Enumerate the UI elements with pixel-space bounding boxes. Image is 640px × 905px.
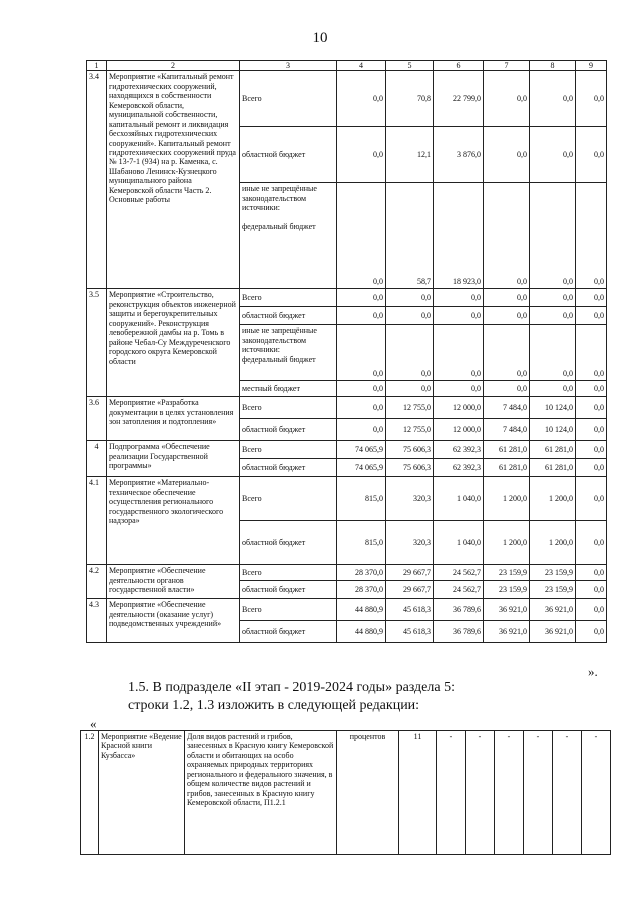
amount-cell: 0,0 — [386, 381, 434, 397]
activity-name: Мероприятие «Строительство, реконструкция объектов инженерной защиты и берегоукрепительных сооружений». Реконструкция левобережной дамбы на р. Томь в районе Чебал-Су Междуреченского городского округа Кемеровской области — [107, 289, 240, 397]
paragraph-line-1: 1.5. В подразделе «II этап - 2019-2024 годы» раздела 5: — [128, 680, 455, 695]
activity-name: Мероприятие «Обеспечение деятельности (оказание услуг) подведомственных учреждений» — [107, 599, 240, 643]
funding-source: областной бюджет — [240, 521, 337, 565]
amount-cell: 0,0 — [576, 565, 607, 581]
amount-cell: 0,0 — [576, 621, 607, 643]
amount-cell: 0,0 — [576, 183, 607, 289]
indicator-dash: - — [437, 731, 466, 855]
amount-cell: 75 606,3 — [386, 441, 434, 459]
amount-cell: 0,0 — [386, 307, 434, 325]
amount-cell: 24 562,7 — [434, 581, 484, 599]
amount-cell: 0,0 — [530, 127, 576, 183]
amount-cell: 29 667,7 — [386, 581, 434, 599]
amount-cell: 10 124,0 — [530, 419, 576, 441]
amount-cell: 0,0 — [530, 381, 576, 397]
amount-cell: 58,7 — [386, 183, 434, 289]
amount-cell: 61 281,0 — [484, 441, 530, 459]
table-row — [87, 71, 607, 127]
indicator-dash: - — [524, 731, 553, 855]
funding-source: иные не запрещённые законодательством источники: федеральный бюджет — [240, 183, 337, 289]
activity-name: Мероприятие «Капитальный ремонт гидротехнических сооружений, находящихся в собственности Кемеровской области, муниципальной собственности, капитальный ремонт и ликвидация бесхозяйных гидротехнических сооружений». Капитальный ремонт гидротехнических сооружений пруда № 13-7-1 (934) на р. Каменка, с. Шабаново Ленинск-Кузнецкого муниципального района Кемеровской области Часть 2. Основные работы — [107, 71, 240, 289]
amount-cell: 0,0 — [337, 419, 386, 441]
table-row — [87, 599, 607, 621]
funding-source: иные не запрещённые законодательством источники: федеральный бюджет — [240, 325, 337, 381]
amount-cell: 0,0 — [337, 289, 386, 307]
funding-source: местный бюджет — [240, 381, 337, 397]
amount-cell: 0,0 — [576, 397, 607, 419]
amount-cell: 10 124,0 — [530, 397, 576, 419]
funding-source: Всего — [240, 71, 337, 127]
activity-name: Мероприятие «Разработка документации в целях установления зон затопления и подтопления» — [107, 397, 240, 441]
funding-source: Всего — [240, 477, 337, 521]
amount-cell: 320,3 — [386, 477, 434, 521]
activity-name: Мероприятие «Материально-техническое обеспечение осуществления регионального государственного экологического надзора» — [107, 477, 240, 565]
amount-cell: 1 040,0 — [434, 477, 484, 521]
amount-cell: 0,0 — [576, 307, 607, 325]
amount-cell: 7 484,0 — [484, 419, 530, 441]
funding-source: областной бюджет — [240, 307, 337, 325]
amount-cell: 1 200,0 — [484, 477, 530, 521]
indicator-dash: - — [553, 731, 582, 855]
amount-cell: 61 281,0 — [530, 459, 576, 477]
amount-cell: 0,0 — [530, 289, 576, 307]
amount-cell: 320,3 — [386, 521, 434, 565]
amount-cell: 0,0 — [434, 289, 484, 307]
amount-cell: 22 799,0 — [434, 71, 484, 127]
amount-cell: 0,0 — [530, 71, 576, 127]
opening-quote: « — [90, 716, 97, 731]
amount-cell: 0,0 — [337, 325, 386, 381]
amount-cell: 1 200,0 — [530, 477, 576, 521]
amount-cell: 18 923,0 — [434, 183, 484, 289]
indicator-description: Доля видов растений и грибов, занесенных в Красную книгу Кемеровской области и обитающих на особо охраняемых природных территориях регионального и федерального значения, в общем количестве видов растений и грибов, занесенных в Красную книгу Кемеровской области, П1.2.1 — [185, 731, 337, 855]
funding-source: Всего — [240, 565, 337, 581]
table-row — [87, 397, 607, 419]
amount-cell: 61 281,0 — [484, 459, 530, 477]
amount-cell: 74 065,9 — [337, 441, 386, 459]
row-number: 3.5 — [87, 289, 107, 397]
amount-cell: 28 370,0 — [337, 565, 386, 581]
indicator-dash: - — [495, 731, 524, 855]
amount-cell: 44 880,9 — [337, 599, 386, 621]
amount-cell: 75 606,3 — [386, 459, 434, 477]
column-header: 6 — [434, 61, 484, 71]
amount-cell: 0,0 — [576, 477, 607, 521]
column-header: 9 — [576, 61, 607, 71]
amount-cell: 0,0 — [484, 381, 530, 397]
funding-source: областной бюджет — [240, 127, 337, 183]
amount-cell: 36 921,0 — [484, 599, 530, 621]
amount-cell: 74 065,9 — [337, 459, 386, 477]
amount-cell: 0,0 — [434, 381, 484, 397]
table-row — [87, 477, 607, 521]
amount-cell: 1 200,0 — [484, 521, 530, 565]
amount-cell: 0,0 — [337, 127, 386, 183]
amount-cell: 0,0 — [576, 325, 607, 381]
amount-cell: 36 789,6 — [434, 621, 484, 643]
amount-cell: 36 789,6 — [434, 599, 484, 621]
amount-cell: 24 562,7 — [434, 565, 484, 581]
indicator-table — [80, 730, 611, 855]
amount-cell: 23 159,9 — [484, 581, 530, 599]
amount-cell: 44 880,9 — [337, 621, 386, 643]
funding-source: областной бюджет — [240, 581, 337, 599]
amount-cell: 0,0 — [576, 127, 607, 183]
column-header: 3 — [240, 61, 337, 71]
amount-cell: 0,0 — [530, 183, 576, 289]
table-row — [87, 565, 607, 581]
amount-cell: 0,0 — [484, 325, 530, 381]
amount-cell: 0,0 — [576, 289, 607, 307]
amount-cell: 0,0 — [337, 381, 386, 397]
amount-cell: 815,0 — [337, 521, 386, 565]
amount-cell: 29 667,7 — [386, 565, 434, 581]
amount-cell: 0,0 — [576, 599, 607, 621]
amount-cell: 62 392,3 — [434, 441, 484, 459]
header-row — [87, 61, 607, 71]
funding-source: областной бюджет — [240, 459, 337, 477]
amount-cell: 23 159,9 — [530, 565, 576, 581]
indicator-unit: процентов — [337, 731, 399, 855]
activity-name: Подпрограмма «Обеспечение реализации Государственной программы» — [107, 441, 240, 477]
amount-cell: 0,0 — [576, 581, 607, 599]
funding-source: областной бюджет — [240, 621, 337, 643]
indicator-dash: - — [582, 731, 611, 855]
amount-cell: 12 755,0 — [386, 397, 434, 419]
budget-table — [86, 60, 607, 643]
amount-cell: 0,0 — [576, 441, 607, 459]
amount-cell: 0,0 — [386, 289, 434, 307]
amount-cell: 12 755,0 — [386, 419, 434, 441]
amount-cell: 23 159,9 — [484, 565, 530, 581]
amount-cell: 70,8 — [386, 71, 434, 127]
amount-cell: 28 370,0 — [337, 581, 386, 599]
amount-cell: 45 618,3 — [386, 599, 434, 621]
column-header: 7 — [484, 61, 530, 71]
amount-cell: 23 159,9 — [530, 581, 576, 599]
indicator-number: 1.2 — [81, 731, 99, 855]
row-number: 3.6 — [87, 397, 107, 441]
amount-cell: 0,0 — [337, 307, 386, 325]
amount-cell: 0,0 — [576, 419, 607, 441]
amount-cell: 0,0 — [530, 307, 576, 325]
row-number: 4.2 — [87, 565, 107, 599]
row-number: 3.4 — [87, 71, 107, 289]
table-row — [87, 441, 607, 459]
funding-source: областной бюджет — [240, 419, 337, 441]
amount-cell: 0,0 — [576, 71, 607, 127]
row-number: 4 — [87, 441, 107, 477]
funding-source: Всего — [240, 289, 337, 307]
amount-cell: 0,0 — [386, 325, 434, 381]
amount-cell: 0,0 — [337, 183, 386, 289]
amount-cell: 36 921,0 — [484, 621, 530, 643]
column-header: 2 — [107, 61, 240, 71]
funding-source: Всего — [240, 441, 337, 459]
column-header: 5 — [386, 61, 434, 71]
amount-cell: 815,0 — [337, 477, 386, 521]
amount-cell: 0,0 — [484, 289, 530, 307]
amount-cell: 0,0 — [337, 71, 386, 127]
amount-cell: 62 392,3 — [434, 459, 484, 477]
paragraph-line-2: строки 1.2, 1.3 изложить в следующей редакции: — [128, 698, 420, 713]
page-number: 10 — [312, 30, 328, 46]
column-header: 8 — [530, 61, 576, 71]
column-header: 4 — [337, 61, 386, 71]
indicator-value: 11 — [399, 731, 437, 855]
amount-cell: 7 484,0 — [484, 397, 530, 419]
amount-cell: 1 040,0 — [434, 521, 484, 565]
amount-cell: 0,0 — [576, 459, 607, 477]
amount-cell: 0,0 — [337, 397, 386, 419]
amount-cell: 12 000,0 — [434, 397, 484, 419]
amount-cell: 45 618,3 — [386, 621, 434, 643]
amount-cell: 0,0 — [484, 127, 530, 183]
amount-cell: 0,0 — [484, 183, 530, 289]
closing-quote: ». — [588, 664, 598, 679]
column-header: 1 — [87, 61, 107, 71]
funding-source: Всего — [240, 599, 337, 621]
indicator-dash: - — [466, 731, 495, 855]
indicator-event: Мероприятие «Ведение Красной книги Кузбасса» — [99, 731, 185, 855]
amount-cell: 1 200,0 — [530, 521, 576, 565]
funding-source: Всего — [240, 397, 337, 419]
amount-cell: 0,0 — [576, 521, 607, 565]
amount-cell: 0,0 — [434, 307, 484, 325]
amount-cell: 36 921,0 — [530, 599, 576, 621]
amount-cell: 12,1 — [386, 127, 434, 183]
activity-name: Мероприятие «Обеспечение деятельности органов государственной власти» — [107, 565, 240, 599]
amount-cell: 0,0 — [434, 325, 484, 381]
amount-cell: 0,0 — [484, 71, 530, 127]
row-number: 4.3 — [87, 599, 107, 643]
amount-cell: 36 921,0 — [530, 621, 576, 643]
amount-cell: 0,0 — [484, 307, 530, 325]
amount-cell: 12 000,0 — [434, 419, 484, 441]
amount-cell: 61 281,0 — [530, 441, 576, 459]
indicator-row — [81, 731, 611, 855]
amount-cell: 0,0 — [530, 325, 576, 381]
table-row — [87, 289, 607, 307]
amount-cell: 3 876,0 — [434, 127, 484, 183]
amount-cell: 0,0 — [576, 381, 607, 397]
row-number: 4.1 — [87, 477, 107, 565]
